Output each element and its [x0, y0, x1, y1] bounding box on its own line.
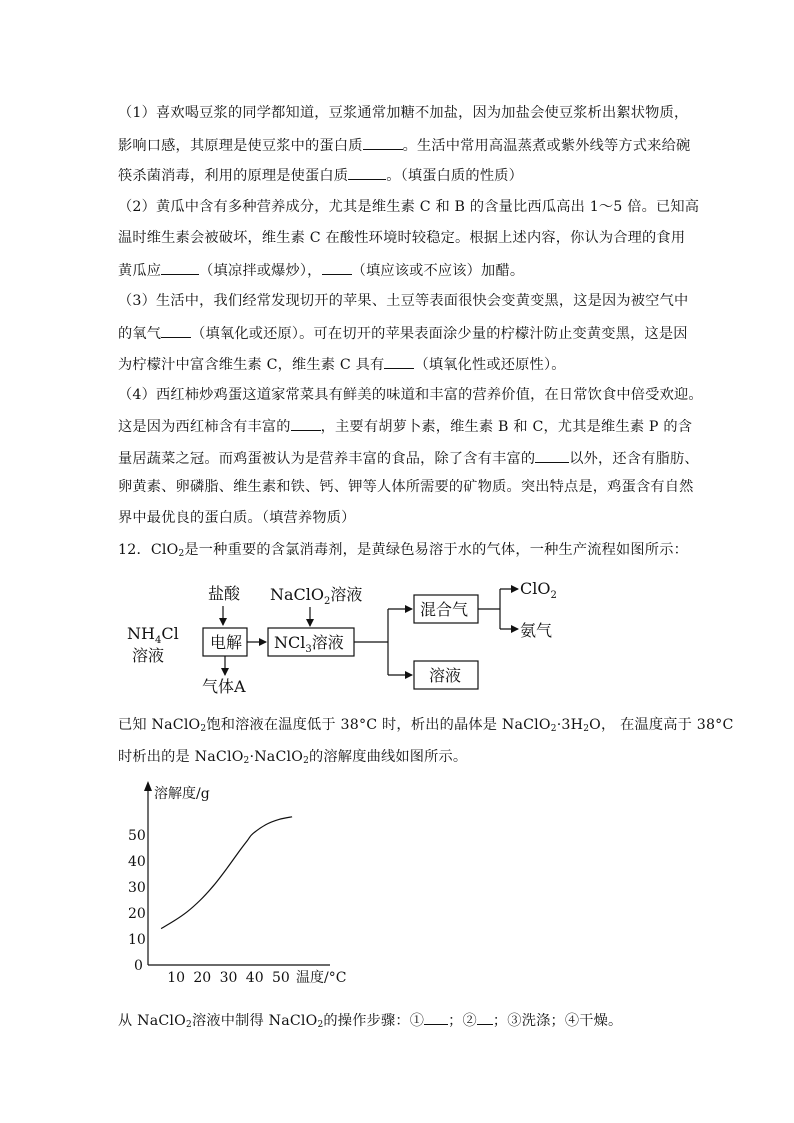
- subscript: 2: [186, 1020, 192, 1030]
- y-tick-label: 50: [128, 828, 146, 844]
- text: O， 在温度高于 38°C: [589, 717, 734, 733]
- q12-known-line2: [118, 748, 467, 770]
- y-tick-label: 30: [128, 880, 146, 896]
- subscript: 2: [178, 549, 185, 559]
- text: 。（填蛋白质的性质）: [386, 168, 523, 184]
- text: 筷杀菌消毒，利用的原理是使蛋白质: [118, 168, 349, 184]
- text: 以外，还含有脂肪、: [569, 451, 699, 467]
- q11-part1-line2: [118, 135, 690, 155]
- text: 这是因为西红柿含有丰富的: [118, 419, 291, 435]
- ncl3-solution-label: NCl$_3$溶液: [274, 633, 344, 655]
- q11-part4-line4: [118, 478, 694, 496]
- nh4cl-solution-label: 溶液: [132, 646, 165, 665]
- text: （2）黄瓜中含有多种营养成分，尤其是维生素 C 和 B 的含量比西瓜高出 1～5 倍。已知高: [118, 199, 700, 215]
- text: 卵黄素、卵磷脂、维生素和铁、钙、钾等人体所需要的矿物质。突出特点是，鸡蛋含有自然: [118, 479, 694, 495]
- solution-label: 溶液: [429, 666, 462, 685]
- text: （填氧化性或还原性）。: [414, 357, 566, 373]
- text: 是一种重要的含氯消毒剂，是黄绿色易溶于水的气体，一种生产流程如图所示：: [184, 542, 688, 558]
- answer-blank[interactable]: [477, 1010, 493, 1025]
- naclo2-solution-label: NaClO$_2$溶液: [270, 585, 363, 607]
- clo2-output-label: ClO$_2$: [520, 579, 557, 601]
- text: 12．ClO: [118, 542, 179, 558]
- text: ·NaClO: [249, 749, 304, 765]
- x-tick-label: 10: [167, 970, 186, 986]
- hcl-label: 盐酸: [208, 584, 241, 603]
- mixed-gas-label: 混合气: [420, 600, 469, 619]
- answer-blank[interactable]: [535, 448, 569, 463]
- text: 的操作步骤：①: [323, 1013, 425, 1029]
- x-axis-label: 温度/°C: [296, 970, 347, 986]
- x-tick-label: 30: [219, 970, 238, 986]
- text: 的氧气: [118, 326, 162, 342]
- y-tick-label: 20: [128, 906, 146, 922]
- text: ；②: [448, 1013, 477, 1029]
- solubility-curve: [161, 817, 292, 929]
- y-tick-label: 10: [128, 932, 146, 948]
- x-tick-label: 20: [193, 970, 212, 986]
- subscript: 2: [317, 1020, 324, 1030]
- answer-blank[interactable]: [348, 165, 386, 180]
- y-tick-label: 40: [128, 854, 146, 870]
- y-tick-label: 0: [134, 958, 143, 974]
- text: ，主要有胡萝卜素，维生素 B 和 C，尤其是维生素 P 的含: [320, 419, 693, 435]
- text: 已知 NaClO: [118, 717, 201, 733]
- text: 黄瓜应: [118, 263, 162, 279]
- text: 界中最优良的蛋白质。（填营养物质）: [118, 510, 356, 526]
- q11-part2-line2: [118, 229, 685, 247]
- answer-blank[interactable]: [322, 260, 352, 275]
- text: 温时维生素会被破坏，维生素 C 在酸性环境时较稳定。根据上述内容，你认为合理的食用: [118, 230, 686, 246]
- q11-part4-line2: [118, 416, 692, 436]
- text: 影响口感，其原理是使豆浆中的蛋白质: [118, 138, 363, 154]
- subscript: 2: [303, 756, 310, 766]
- q11-part4-line1: [118, 386, 703, 404]
- text: 。生活中常用高温蒸煮或紫外线等方式来给碗: [402, 138, 691, 154]
- q11-part3-line3: [118, 354, 566, 374]
- answer-blank[interactable]: [291, 416, 321, 431]
- tick-labels: [128, 828, 290, 986]
- x-tick-label: 40: [245, 970, 264, 986]
- answer-blank[interactable]: [363, 135, 403, 150]
- solubility-curve-chart: [110, 778, 370, 988]
- text: 的溶解度曲线如图所示。: [309, 749, 468, 765]
- q11-part1-line1: [118, 104, 688, 122]
- gas-a-label: 气体A: [202, 677, 246, 696]
- text: ·3H: [556, 717, 584, 733]
- q12-known-line1: [118, 716, 734, 738]
- answer-blank[interactable]: [384, 354, 414, 369]
- subscript: 2: [550, 724, 557, 734]
- ammonia-label: 氨气: [520, 621, 553, 640]
- text: （4）西红柿炒鸡蛋这道家常菜具有鲜美的味道和丰富的营养价值，在日常饮食中倍受欢迎。: [118, 387, 703, 403]
- answer-blank[interactable]: [161, 323, 191, 338]
- electrolysis-label: 电解: [210, 633, 243, 652]
- answer-blank[interactable]: [424, 1010, 448, 1025]
- x-tick-label: 50: [272, 970, 290, 986]
- text: 时析出的是 NaClO: [118, 749, 244, 765]
- text: （3）生活中，我们经常发现切开的苹果、土豆等表面很快会变黄变黑，这是因为被空气中: [118, 293, 689, 309]
- q11-part3-line2: [118, 323, 688, 343]
- y-axis-label: 溶解度/g: [154, 786, 210, 802]
- nh4cl-label: $NH_4Cl$: [127, 624, 179, 646]
- text: ；③洗涤；④干燥。: [492, 1013, 623, 1029]
- q11-part1-line3: [118, 165, 523, 185]
- text: 量居蔬菜之冠。而鸡蛋被认为是营养丰富的食品，除了含有丰富的: [118, 451, 536, 467]
- subscript: 2: [583, 724, 590, 734]
- q12-intro: [118, 541, 688, 563]
- subscript: 2: [243, 756, 250, 766]
- subscript: 2: [200, 724, 207, 734]
- text: （填氧化或还原）。可在切开的苹果表面涂少量的柠檬汁防止变黄变黑，这是因: [191, 326, 688, 342]
- text: 为柠檬汁中富含维生素 C，维生素 C 具有: [118, 357, 385, 373]
- text: 从 NaClO: [118, 1013, 186, 1029]
- q11-part4-line5: [118, 509, 356, 527]
- answer-blank[interactable]: [161, 260, 199, 275]
- q12-steps: [118, 1010, 622, 1034]
- text: 饱和溶液在温度低于 38°C 时，析出的晶体是 NaClO: [206, 717, 551, 733]
- text: 溶液中制得 NaClO: [191, 1013, 318, 1029]
- text: （1）喜欢喝豆浆的同学都知道，豆浆通常加糖不加盐，因为加盐会使豆浆析出絮状物质，: [118, 105, 689, 121]
- process-flow-diagram: [110, 575, 570, 700]
- q11-part4-line3: [118, 448, 699, 468]
- q11-part3-line1: [118, 292, 688, 310]
- q11-part2-line1: [118, 198, 699, 216]
- q11-part2-line3: [118, 260, 524, 280]
- text: （填应该或不应该）加醋。: [351, 263, 525, 279]
- text: （填凉拌或爆炒），: [199, 263, 322, 279]
